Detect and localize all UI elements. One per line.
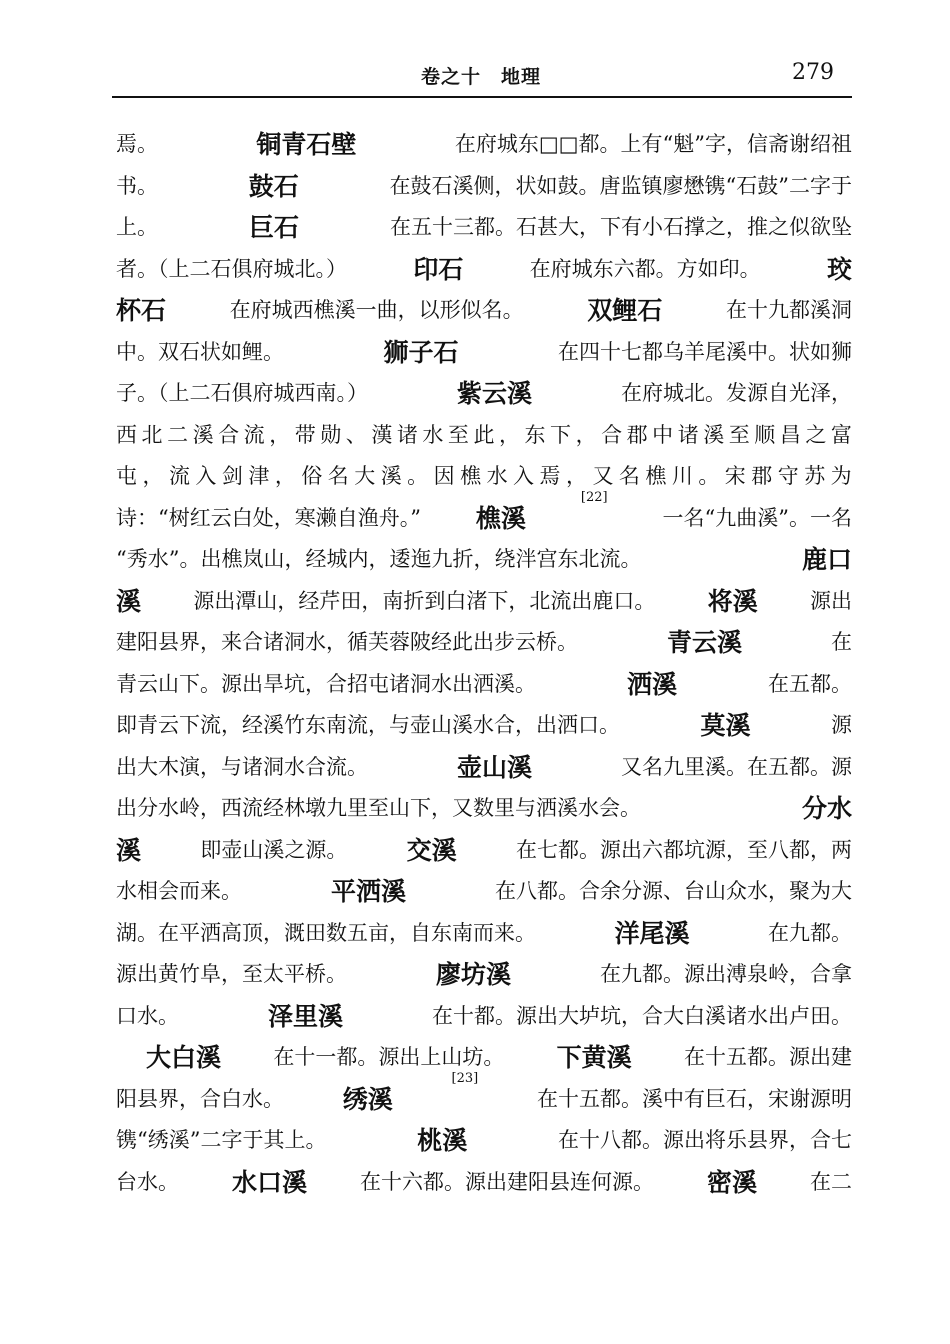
text-segment: 在鼓石溪侧，状如鼓。唐监镇廖懋镌“石鼓”二字于	[389, 173, 852, 198]
entry-heading: 鹿口	[801, 545, 852, 574]
text-line	[116, 1162, 852, 1204]
text-char: ，	[498, 422, 520, 447]
text-char: 流	[243, 422, 265, 447]
text-segment: 即青云下流，经溪竹东南流，与壶山溪水合，出洒口。	[116, 713, 620, 737]
text-char: 至	[447, 422, 469, 447]
text-line	[116, 913, 852, 955]
text-segment: 在四十七都乌羊尾溪中。状如狮	[557, 339, 852, 364]
entry-heading: 水口溪	[231, 1167, 307, 1197]
text-line	[116, 622, 852, 664]
text-segment: 源出	[809, 588, 852, 613]
text-segment: 在八都。合余分源、台山众水，聚为大	[494, 879, 852, 903]
text-char: 顺	[754, 422, 776, 447]
text-line	[116, 830, 852, 872]
text-char: 此	[473, 422, 495, 447]
text-char: 、	[345, 422, 367, 447]
text-char: 为	[830, 464, 852, 488]
text-char: 合	[218, 422, 240, 447]
page-number: 279	[792, 60, 834, 85]
text-line	[116, 747, 852, 789]
text-char: 西	[116, 422, 137, 447]
entry-heading: 大白溪	[146, 1043, 222, 1072]
text-segment: 口水。	[116, 1003, 179, 1028]
text-char: 二	[167, 422, 189, 447]
text-char: 漢	[371, 422, 393, 447]
text-segment: 中。双石状如鲤。	[116, 339, 284, 364]
text-line	[116, 788, 852, 830]
text-line	[116, 1070, 852, 1121]
entry-heading: 洒溪	[626, 669, 677, 699]
text-char: 郡	[626, 422, 648, 447]
text-char: ，	[142, 464, 164, 488]
text-char: 焉	[539, 464, 561, 488]
text-char: 郡	[751, 464, 773, 488]
entry-heading: 巨石	[248, 213, 299, 242]
text-char: 昌	[779, 422, 801, 447]
text-char: 富	[830, 422, 852, 447]
text-char: 大	[354, 464, 376, 488]
text-char: 溪	[703, 422, 725, 447]
entry-heading: 双鲤石	[587, 296, 663, 325]
entry-heading: 绣溪	[342, 1084, 393, 1114]
text-segment: 水相会而来。	[116, 879, 242, 903]
entry-heading: 泽里溪	[267, 1001, 343, 1031]
text-char: 水	[422, 422, 444, 447]
chapter-title: 卷之十 地理	[420, 66, 541, 88]
text-line	[116, 996, 852, 1038]
entry-heading: 印石	[413, 254, 464, 284]
entry-heading: 溪	[116, 586, 142, 616]
text-line	[116, 415, 852, 457]
text-segment: 镌“绣溪”二字于其上。	[116, 1128, 327, 1152]
text-line	[116, 489, 852, 540]
text-line	[116, 539, 852, 581]
text-char: 又	[592, 464, 614, 488]
text-segment: 在五十三都。石甚大，下有小石撑之，推之似欲坠	[389, 215, 852, 239]
text-segment: 阳县界，合白水。	[116, 1086, 284, 1111]
text-line	[116, 332, 852, 374]
text-segment: 在府城西樵溪一曲，以形似名。	[229, 298, 524, 322]
text-char: 流	[168, 464, 190, 488]
entry-heading: 将溪	[707, 586, 758, 616]
text-line	[116, 1120, 852, 1162]
text-char: 屯	[116, 464, 137, 488]
text-segment: 即壶山溪之源。	[200, 837, 348, 862]
text-segment: 子。（上二石俱府城西南。）	[116, 381, 368, 405]
text-segment: 在十五都。溪中有巨石，宋谢源明	[537, 1086, 852, 1111]
text-segment: 一名“九曲溪”。一名	[662, 505, 852, 530]
text-char: ，	[269, 422, 291, 447]
text-segment: 在十六都。源出建阳县连何源。	[359, 1169, 654, 1194]
text-char: 之	[805, 422, 827, 447]
entry-heading: 密溪	[706, 1167, 757, 1197]
text-segment: 源出潭山，经芹田，南折到白渚下，北流出鹿口。	[193, 588, 656, 613]
text-segment: 诗：“树红云白处，寒濑自渔舟。”	[116, 505, 421, 530]
text-char: 入	[195, 464, 217, 488]
text-segment: 在七都。源出六都坑源，至八都，两	[515, 837, 852, 862]
text-line	[116, 871, 852, 913]
text-segment: 在十五都。源出建	[683, 1045, 852, 1069]
entry-heading: 莫溪	[700, 711, 751, 740]
text-line	[116, 124, 852, 166]
text-segment: 在二	[809, 1169, 852, 1194]
entry-heading: 廖坊溪	[435, 960, 511, 989]
entry-heading: 分水	[801, 794, 852, 823]
text-line	[116, 166, 852, 208]
entry-heading: 鼓石	[248, 171, 299, 201]
text-segment: 者。（上二石俱府城北。）	[116, 256, 347, 281]
text-char: ，	[565, 464, 587, 488]
text-char: 溪	[192, 422, 214, 447]
text-char: 。	[698, 464, 720, 488]
entry-heading: 青云溪	[666, 628, 742, 657]
text-char: 诸	[677, 422, 699, 447]
entry-heading: 紫云溪	[456, 379, 532, 408]
text-char: 樵	[460, 464, 482, 488]
text-char: 中	[652, 422, 674, 447]
text-segment: 在十九都溪洞	[726, 298, 852, 322]
text-segment: 在十都。源出大垆坑，合大白溪诸水出卢田。	[431, 1003, 852, 1028]
text-segment: 上。	[116, 215, 158, 239]
text-line	[116, 249, 852, 291]
text-char: 因	[433, 464, 455, 488]
text-char: 俗	[301, 464, 323, 488]
text-segment: 在府城东六都。方如印。	[529, 256, 761, 281]
body-text	[116, 124, 852, 1203]
text-segment: 源出黄竹阜，至太平桥。	[116, 962, 347, 986]
text-char: 苏	[804, 464, 826, 488]
text-char: 带	[294, 422, 316, 447]
entry-heading: 交溪	[406, 835, 457, 865]
text-char: 诸	[396, 422, 418, 447]
text-line	[116, 456, 852, 498]
text-segment: 在五都。	[767, 671, 852, 696]
text-segment: 源	[830, 713, 852, 737]
entry-heading: 狮子石	[383, 337, 459, 367]
entry-heading: 铜青石壁	[256, 130, 357, 159]
text-segment: 在十八都。源出将乐县界，合七	[558, 1128, 852, 1152]
entry-heading: 杯石	[116, 296, 167, 325]
text-segment: 出分水岭，西流经林墩九里至山下，又数里与洒溪水会。	[116, 796, 641, 820]
text-line	[116, 581, 852, 623]
text-segment: 出大木演，与诸洞水合流。	[116, 754, 368, 779]
header-rule	[112, 96, 852, 98]
text-char: 下	[550, 422, 572, 447]
text-char: 名	[327, 464, 349, 488]
text-char: 北	[141, 422, 163, 447]
text-segment: 焉。	[116, 132, 158, 156]
text-char: 川	[671, 464, 693, 488]
text-segment: 在府城东□□都。上有“魁”字，信斋谢绍祖	[454, 132, 852, 156]
footnote-marker: [22]	[580, 489, 608, 505]
text-line	[116, 1037, 852, 1079]
text-segment: 又名九里溪。在五都。源	[620, 754, 852, 779]
footnote-marker: [23]	[451, 1070, 479, 1086]
text-segment: 台水。	[116, 1169, 179, 1194]
text-char: 樵	[645, 464, 667, 488]
entry-heading: 下黄溪	[556, 1043, 632, 1072]
text-segment: 湖。在平洒高顶，溉田数五亩，自东南而来。	[116, 920, 536, 945]
text-char: 勋	[320, 422, 342, 447]
entry-heading: 桃溪	[417, 1126, 468, 1155]
entry-heading: 洋尾溪	[614, 918, 690, 948]
text-line	[116, 664, 852, 706]
text-char: 津	[248, 464, 270, 488]
text-char: 守	[777, 464, 799, 488]
running-header	[112, 58, 850, 92]
entry-heading: 溪	[116, 835, 142, 865]
text-line	[116, 290, 852, 332]
entry-heading: 樵溪	[475, 503, 526, 533]
text-line	[116, 373, 852, 415]
text-line	[116, 954, 852, 996]
text-segment: 在	[830, 630, 852, 654]
text-segment: 在十一都。源出上山坊。	[273, 1045, 505, 1069]
text-char: 剑	[221, 464, 243, 488]
entry-heading: 壶山溪	[456, 752, 532, 782]
text-segment: 青云山下。源出旱坑，合招屯诸洞水出洒溪。	[116, 671, 536, 696]
text-line	[116, 207, 852, 249]
text-segment: 在九都。源出溥泉岭，合拿	[599, 962, 852, 986]
text-char: 溪	[380, 464, 402, 488]
text-char: ，	[274, 464, 296, 488]
text-line	[116, 705, 852, 747]
text-char: 名	[618, 464, 640, 488]
text-char: 水	[486, 464, 508, 488]
text-segment: 建阳县界，来合诸洞水，循芙蓉陂经此出步云桥。	[116, 630, 578, 654]
text-segment: 在九都。	[767, 920, 852, 945]
text-segment: 在府城北。发源自光泽，	[620, 381, 852, 405]
text-char: 东	[524, 422, 546, 447]
text-segment: 书。	[116, 173, 158, 198]
entry-heading: 珓	[826, 254, 852, 284]
text-char: 至	[728, 422, 750, 447]
entry-heading: 平洒溪	[330, 877, 406, 906]
text-char: 入	[513, 464, 535, 488]
text-char: 合	[601, 422, 623, 447]
text-char: 宋	[724, 464, 746, 488]
text-char: 。	[407, 464, 429, 488]
text-char: ，	[575, 422, 597, 447]
text-segment: “秀水”。出樵岚山，经城内，逶迤九折，绕泮宫东北流。	[116, 547, 642, 571]
